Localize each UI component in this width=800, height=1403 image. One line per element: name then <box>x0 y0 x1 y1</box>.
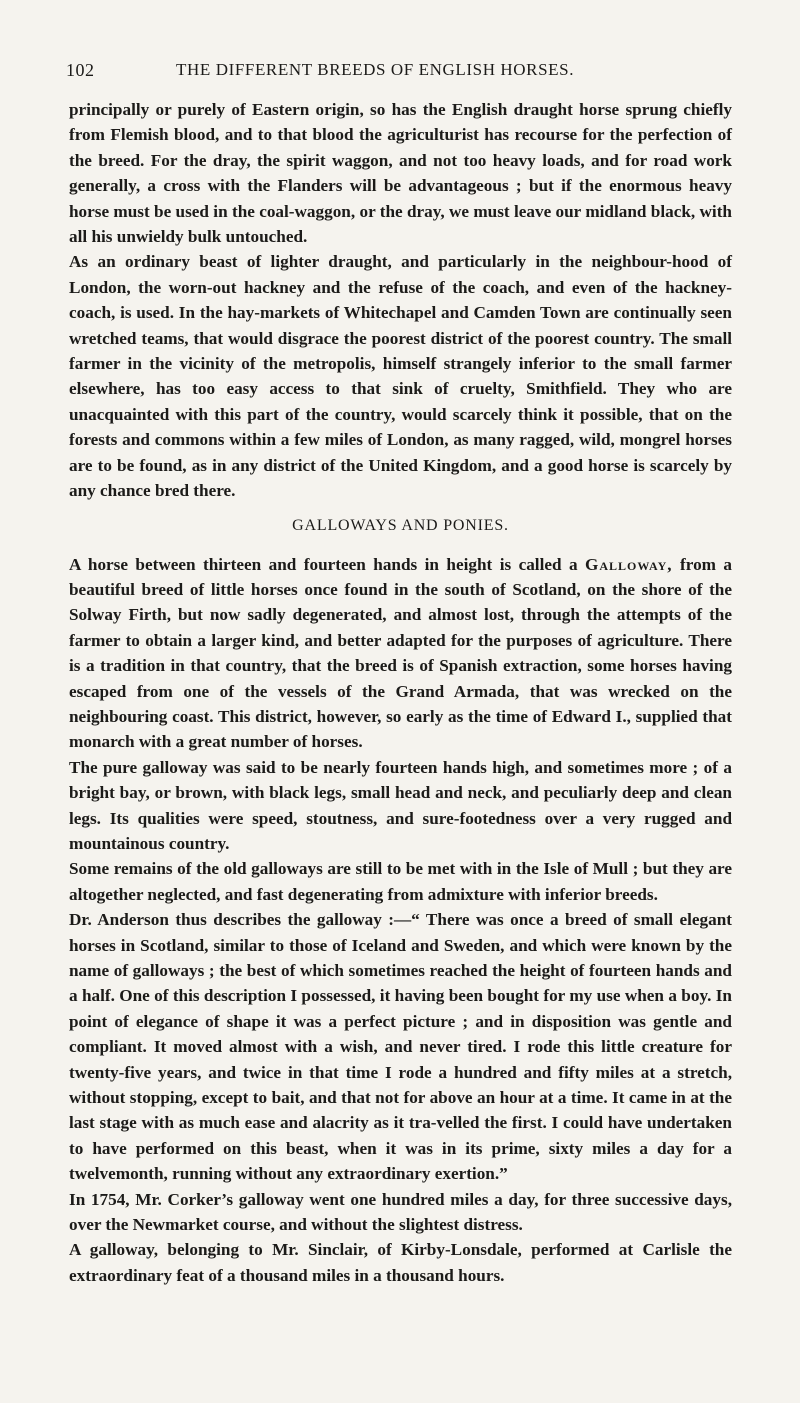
paragraph-1: principally or purely of Eastern origin, so has the English draught horse sprung chiefly from Flemish blood, and to that blood the agriculturist has recourse for the perfection of the breed. For the dray, the spirit waggon, and not too heavy loads, and for road work generally, a cross with the Flanders will be advantageous ; but if the enormous heavy horse must be used in the coal-waggon, or the dray, we must leave our midland black, with all his unwieldy bulk untouched. <box>69 100 732 247</box>
section-heading: GALLOWAYS AND PONIES. <box>292 516 509 534</box>
paragraph-8: A galloway, belonging to Mr. Sinclair, of Kirby-Lonsdale, performed at Carlisle the extraordinary feat of a thousand miles in a thousand hours. <box>69 1240 732 1285</box>
body-text <box>69 97 732 1288</box>
paragraph-5: Some remains of the old galloways are still to be met with in the Isle of Mull ; but they are altogether neglected, and fast degenerating from admixture with inferior breeds. <box>69 859 732 904</box>
paragraph-3-start: A horse between thirteen and fourteen hands in height is called a <box>69 554 586 574</box>
paragraph-4: The pure galloway was said to be nearly fourteen hands high, and sometimes more ; of a bright bay, or brown, with black legs, small head and neck, and peculiarly deep and clean legs. Its qualities were speed, stoutness, and sure-footedness over a very rugged and mountainous country. <box>69 757 732 853</box>
paragraph-7: In 1754, Mr. Corker’s galloway went one hundred miles a day, for three successive days, over the Newmarket course, and without the slightest distress. <box>69 1189 732 1235</box>
paragraph-2: As an ordinary beast of lighter draught, and particularly in the neighbour-hood of London, the worn-out hackney and the refuse of the coach, and even of the hackney-coach, is used. In the hay-markets of Whitechapel and Camden Town are continually seen wretched teams, that would disgrace the poorest district of the poorest country. The small farmer in the vicinity of the metropolis, himself strangely inferior to the small farmer elsewhere, has too easy access to that sink of cruelty, Smithfield. They who are unacquainted with this part of the country, would scarcely think it possible, that on the forests and commons within a few miles of London, as many ragged, wild, mongrel horses are to be found, as in any district of the United Kingdom, and a good horse is scarcely by any chance bred there. <box>69 252 732 501</box>
galloway-term: Galloway, <box>585 554 673 574</box>
running-title: THE DIFFERENT BREEDS OF ENGLISH HORSES. <box>176 60 575 79</box>
page-number: 102 <box>66 60 95 80</box>
paragraph-3-rest: from a beautiful breed of little horses once found in the south of Scotland, on the shore of the Solway Firth, but now sadly degenerated, and almost lost, through the attempts of the farmer to obtain a larger kind, and better adapted for the purposes of agriculture. There is a tradition in that country, that the breed is of Spanish extraction, some horses having escaped from one of the vessels of the Grand Armada, that was wrecked on the neighbouring coast. This district, however, so early as the time of Edward I., supplied that monarch with a great number of horses. <box>69 554 733 752</box>
running-head <box>66 60 734 86</box>
paragraph-6: Dr. Anderson thus describes the galloway :—“ There was once a breed of small elegant horses in Scotland, similar to those of Iceland and Sweden, and which were known by the name of galloways ; the best of which sometimes reached the height of fourteen hands and a half. One of this description I possessed, it having been bought for my use when a boy. In point of elegance of shape it was a perfect picture ; and in disposition was gentle and compliant. It moved almost with a wish, and never tired. I rode this little creature for twenty-five years, and twice in that time I rode a hundred and fifty miles at a stretch, without stopping, except to bait, and that not for above an hour at a time. It came in at the last stage with as much ease and alacrity as it tra-velled the first. I could have undertaken to have performed on this beast, when it was in its prime, sixty miles a day for a twelvemonth, running without any extraordinary exertion.” <box>69 910 732 1184</box>
paragraph-3 <box>69 552 732 755</box>
